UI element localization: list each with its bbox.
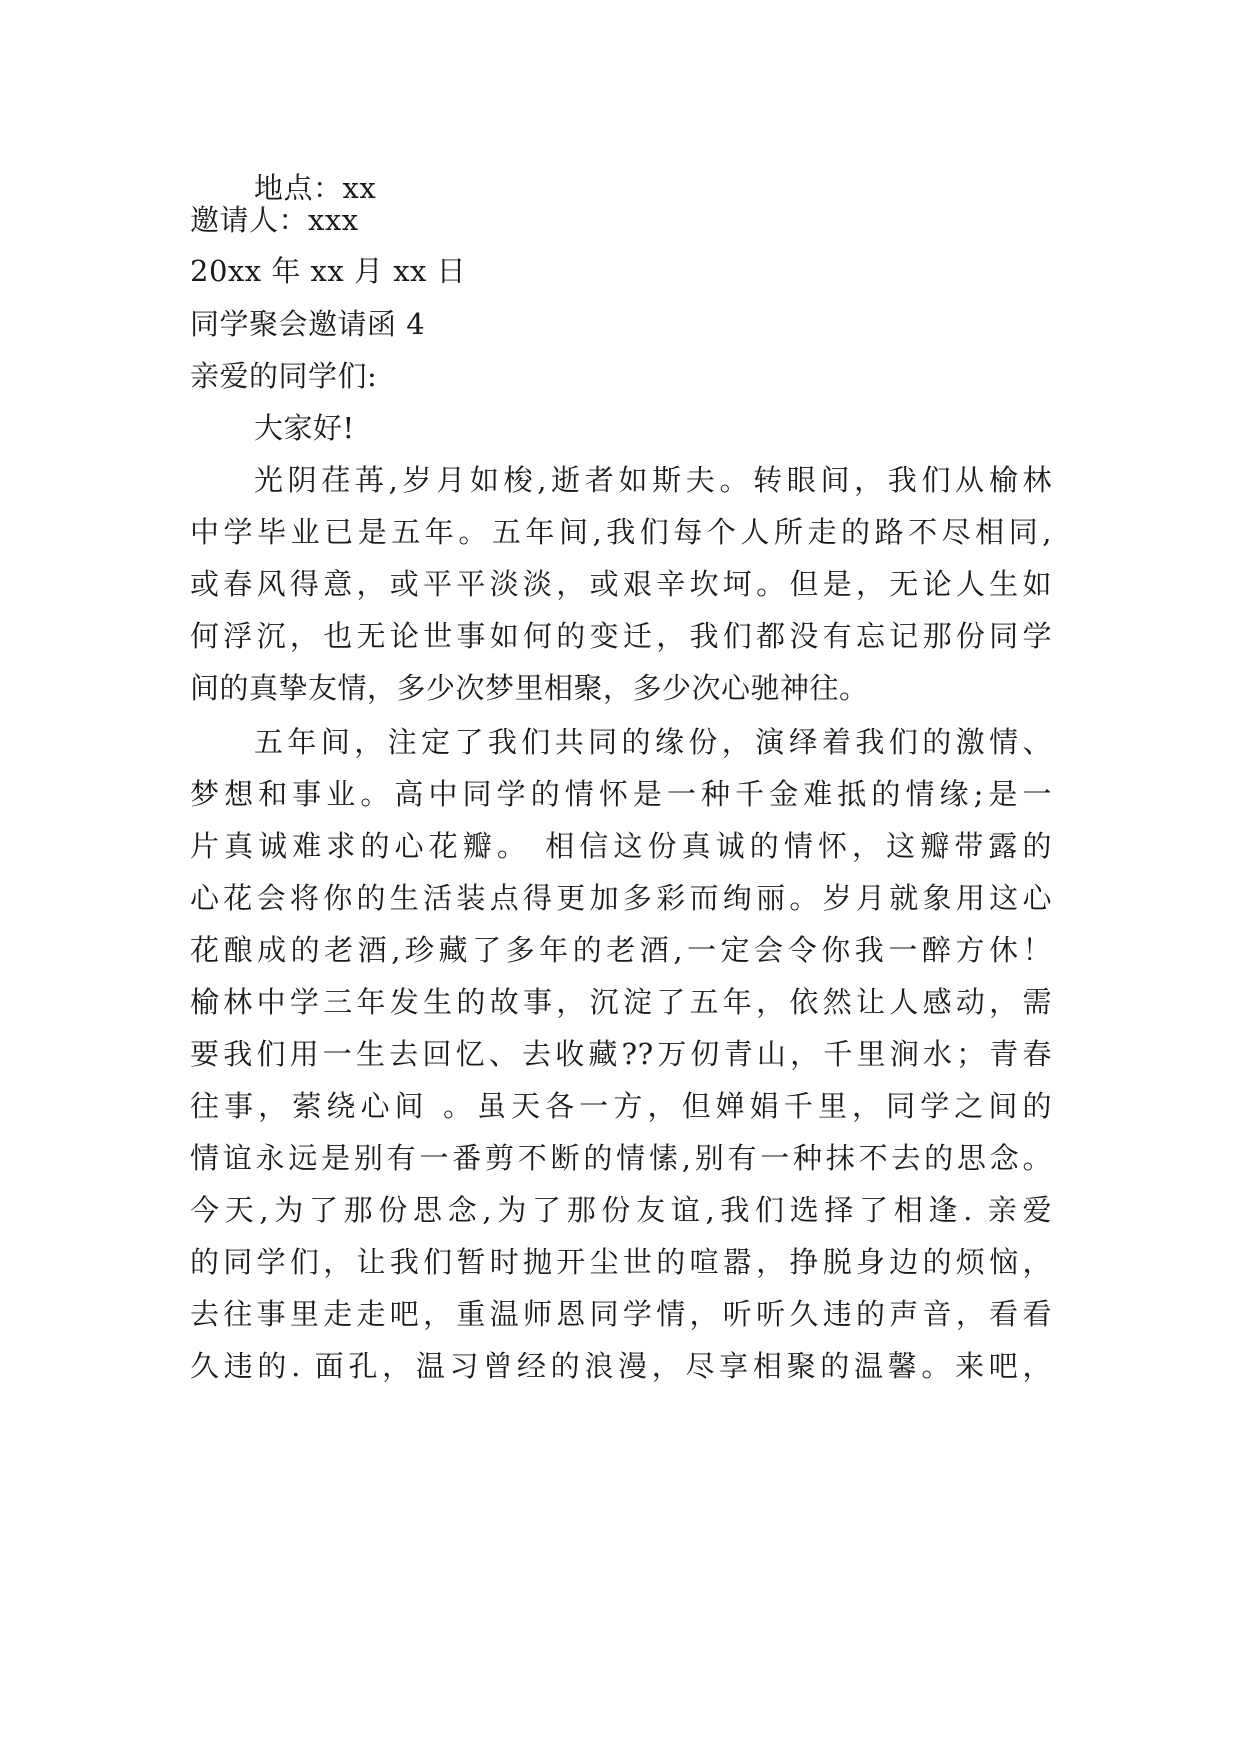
salutation: 亲爱的同学们: <box>190 359 378 393</box>
body-line: 或春风得意，或平平淡淡，或艰辛坎坷。但是，无论人生如 <box>190 567 1052 601</box>
body-line: 的同学们，让我们暂时抛开尘世的喧嚣，挣脱身边的烦恼， <box>190 1245 1052 1279</box>
body-line: 榆林中学三年发生的故事，沉淀了五年，依然让人感动，需 <box>190 985 1052 1019</box>
body-line: 情谊永远是别有一番剪不断的情愫,别有一种抹不去的思念。 <box>190 1141 1052 1175</box>
location-line: 地点：xx <box>254 171 377 205</box>
date-line: 20xx 年 xx 月 xx 日 <box>190 254 467 288</box>
body-line: 往事，萦绕心间 。虽天各一方，但婵娟千里，同学之间的 <box>190 1089 1052 1123</box>
body-line: 今天,为了那份思念,为了那份友谊,我们选择了相逢. 亲爱 <box>190 1193 1052 1227</box>
body-line: 光阴荏苒,岁月如梭,逝者如斯夫。转眼间，我们从榆林 <box>254 463 1052 497</box>
body-line: 五年间，注定了我们共同的缘份，演绎着我们的激情、 <box>254 725 1052 759</box>
greeting: 大家好! <box>254 411 355 445</box>
body-line: 中学毕业已是五年。五年间,我们每个人所走的路不尽相同, <box>190 515 1052 549</box>
body-line: 何浮沉，也无论世事如何的变迁，我们都没有忘记那份同学 <box>190 619 1052 653</box>
body-line: 花酿成的老酒,珍藏了多年的老酒,一定会令你我一醉方休！ <box>190 933 1052 967</box>
body-line: 片真诚难求的心花瓣。 相信这份真诚的情怀，这瓣带露的 <box>190 829 1052 863</box>
body-line: 梦想和事业。高中同学的情怀是一种千金难抵的情缘;是一 <box>190 777 1052 811</box>
inviter-line: 邀请人：xxx <box>190 203 359 237</box>
body-line: 要我们用一生去回忆、去收藏??万仞青山，千里涧水；青春 <box>190 1037 1052 1071</box>
body-line: 久违的. 面孔，温习曾经的浪漫，尽享相聚的温馨。来吧， <box>190 1349 1052 1383</box>
body-line: 间的真挚友情，多少次梦里相聚，多少次心驰神往。 <box>190 671 869 705</box>
body-line: 心花会将你的生活装点得更加多彩而绚丽。岁月就象用这心 <box>190 881 1052 915</box>
letter-title: 同学聚会邀请函 4 <box>190 307 426 341</box>
body-line: 去往事里走走吧，重温师恩同学情，听听久违的声音，看看 <box>190 1297 1052 1331</box>
